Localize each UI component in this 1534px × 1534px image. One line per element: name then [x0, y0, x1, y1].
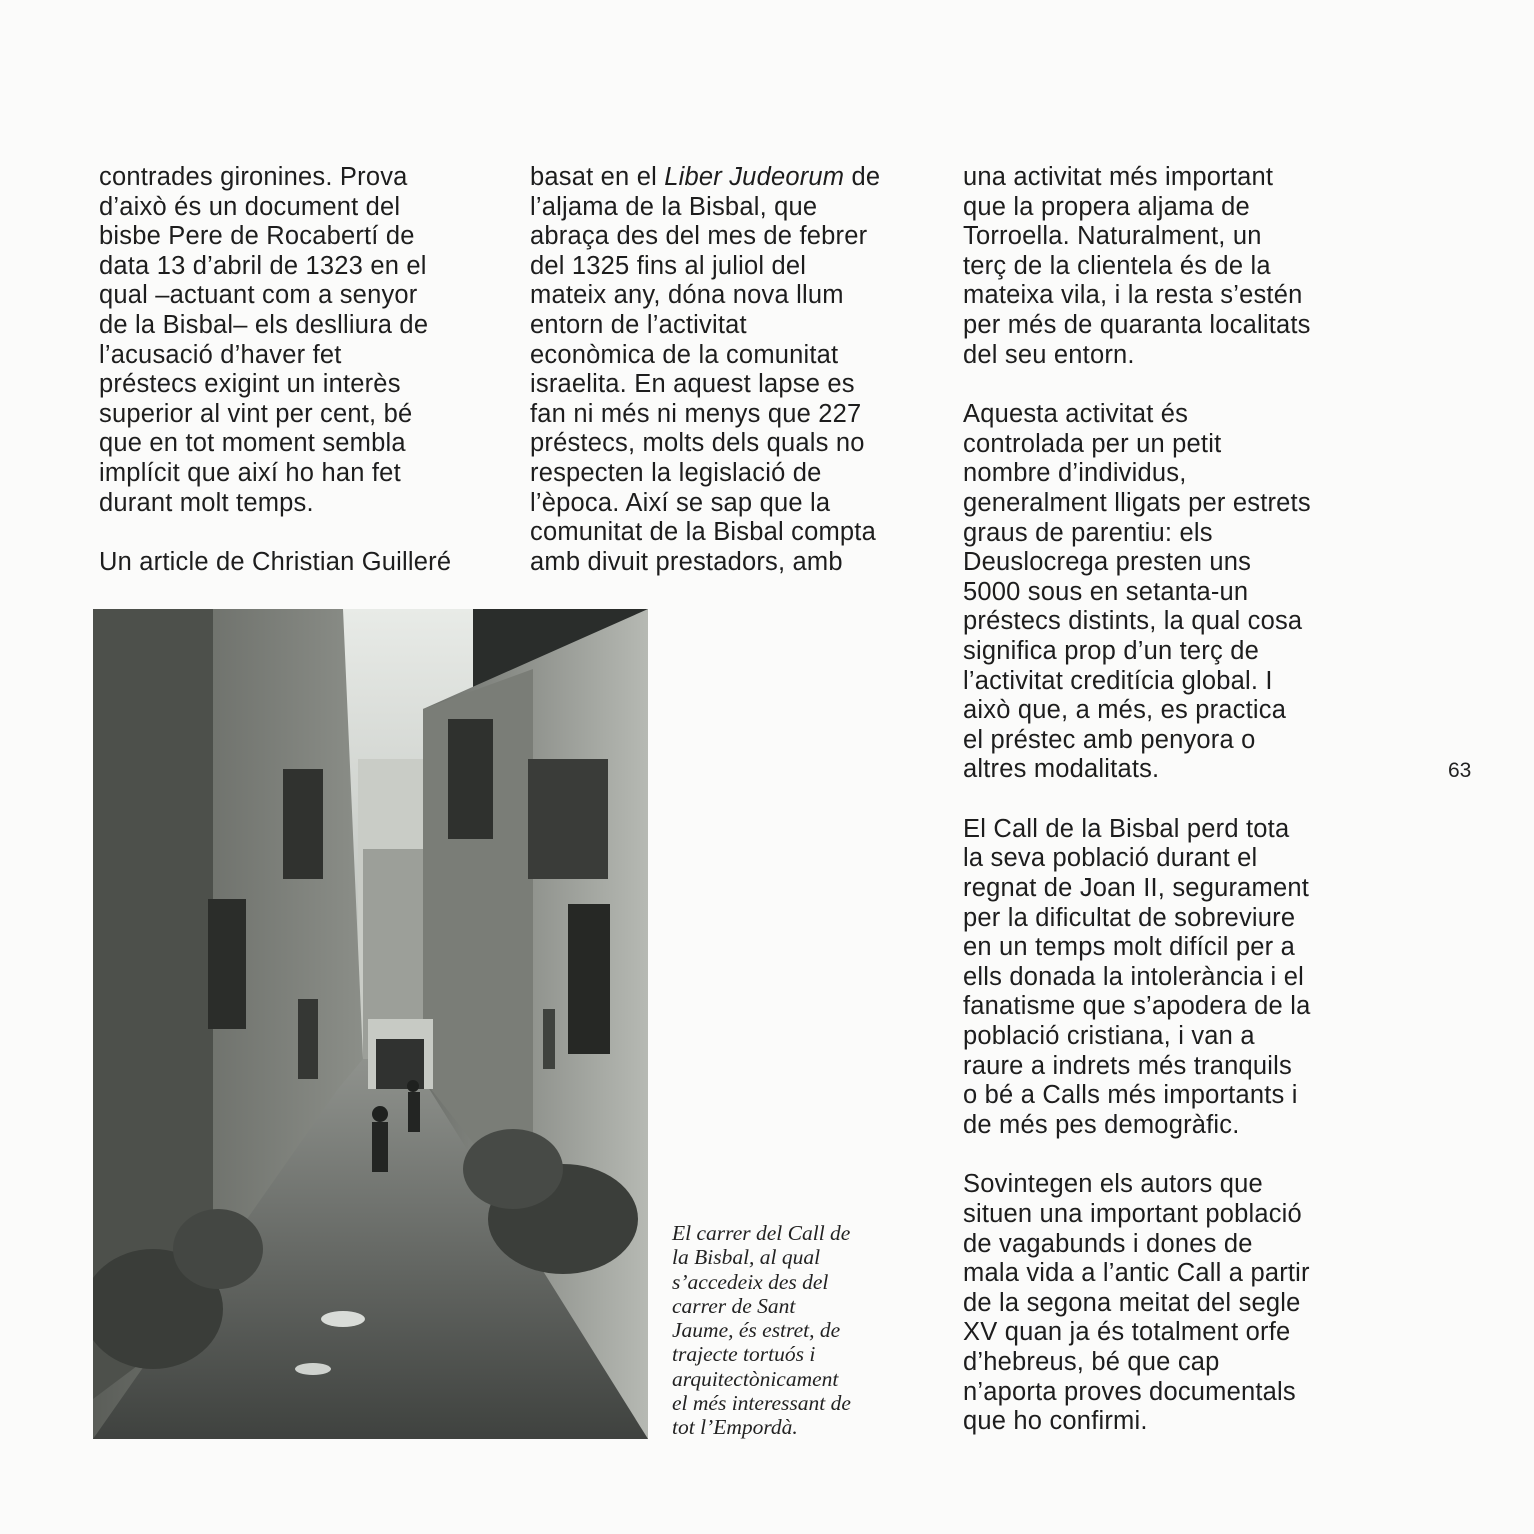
paragraph [963, 1170, 1383, 1436]
text-line: de més pes demogràfic. [963, 1110, 1240, 1139]
text-line: això que, a més, es practica [963, 696, 1287, 725]
text-line: que la propera aljama de [963, 192, 1250, 221]
text-line: fan ni més ni menys que 227 [530, 399, 862, 428]
text-line: comunitat de la Bisbal compta [530, 518, 876, 547]
text-line: de la segona meitat del segle [963, 1288, 1301, 1317]
text-line: o bé a Calls més importants i [963, 1081, 1298, 1110]
text-line: Jaume, és estret, de [672, 1318, 841, 1343]
text-line: Un article de Christian Guilleré [99, 548, 452, 577]
paragraph [963, 815, 1383, 1141]
text-line: generalment lligats per estrets [963, 488, 1311, 517]
text-line: carrer de Sant [672, 1293, 796, 1318]
text-line: implícit que així ho han fet [99, 458, 401, 487]
text-line: regnat de Joan II, segurament [963, 874, 1310, 903]
text-line: israelita. En aquest lapse es [530, 370, 855, 399]
text-line: significa prop d’un terç de [963, 636, 1259, 665]
paragraph [99, 163, 509, 518]
street-scene-image [93, 609, 648, 1439]
text-column-1 [99, 163, 509, 608]
text-line: Aquesta activitat és [963, 400, 1189, 429]
text-line: la Bisbal, al qual [672, 1245, 821, 1270]
text-line: altres modalitats. [963, 755, 1160, 784]
text-column-3 [963, 163, 1383, 1467]
text-line: nombre d’individus, [963, 459, 1187, 488]
text-line: préstecs exigint un interès [99, 370, 401, 399]
text-line: una activitat més important [963, 163, 1274, 191]
text-line: que en tot moment sembla [99, 429, 406, 458]
text-line: que ho confirmi. [963, 1407, 1148, 1436]
text-line: mateixa vila, i la resta s’estén [963, 281, 1303, 310]
text-line: en un temps molt difícil per a [963, 933, 1295, 962]
text-line: població cristiana, i van a [963, 1022, 1255, 1051]
text-line: trajecte tortuós i [672, 1342, 816, 1367]
text-line: arquitectònicament [672, 1366, 839, 1391]
text-line: de vagabunds i dones de [963, 1229, 1253, 1258]
text-line: 5000 sous en setanta-un [963, 577, 1249, 606]
text-line: controlada per un petit [963, 429, 1222, 458]
text-line: mateix any, dóna nova llum [530, 281, 844, 310]
paragraph [99, 548, 509, 578]
text-line: n’aporta proves documentals [963, 1377, 1296, 1406]
text-line: del 1325 fins al juliol del [530, 251, 807, 280]
text-line: la seva població durant el [963, 844, 1258, 873]
street-photograph [93, 609, 648, 1439]
text-line: s’accedeix des del [672, 1269, 829, 1294]
paragraph [963, 400, 1383, 785]
text-line: l’època. Així se sap que la [530, 488, 831, 517]
text-line: graus de parentiu: els [963, 518, 1213, 547]
text-line: respecten la legislació de [530, 458, 822, 487]
text-line: el préstec amb penyora o [963, 725, 1256, 754]
text-line: data 13 d’abril de 1323 en el [99, 251, 427, 280]
text-line: fanatisme que s’apodera de la [963, 992, 1311, 1021]
book-title: Liber Judeorum [664, 163, 845, 191]
text-line: situen una important població [963, 1200, 1302, 1228]
paragraph [963, 163, 1383, 370]
text-line: d’això és un document del [99, 192, 401, 221]
text-line: raure a indrets més tranquils [963, 1051, 1292, 1080]
text-line: mala vida a l’antic Call a partir [963, 1259, 1310, 1288]
text-line: de la Bisbal– els deslliura de [99, 310, 429, 339]
text-line: ells donada la intolerància i el [963, 962, 1304, 991]
text-line: per la dificultat de sobreviure [963, 903, 1296, 932]
paragraph [530, 163, 940, 577]
text-line: Deuslocrega presten uns [963, 548, 1252, 577]
text-line: superior al vint per cent, bé [99, 399, 413, 428]
text-line: tot l’Empordà. [672, 1415, 798, 1440]
text-line: del seu entorn. [963, 340, 1135, 369]
text-line: per més de quaranta localitats [963, 310, 1311, 339]
text-column-2 [530, 163, 940, 607]
text-line: bisbe Pere de Rocabertí de [99, 222, 415, 251]
text-line: préstecs distints, la qual cosa [963, 607, 1303, 636]
text-line: abraça des del mes de febrer [530, 222, 868, 251]
text-line: Sovintegen els autors que [963, 1170, 1263, 1199]
text-line: amb divuit prestadors, amb [530, 547, 843, 576]
text-line: el més interessant de [672, 1391, 851, 1416]
text-line: préstecs, molts dels quals no [530, 429, 865, 458]
text-line: XV quan ja és totalment orfe [963, 1318, 1291, 1347]
text-line: qual –actuant com a senyor [99, 281, 418, 310]
text-line: l’activitat creditícia global. I [963, 666, 1273, 695]
text-line: Torroella. Naturalment, un [963, 222, 1262, 251]
page-number: 63 [1448, 759, 1472, 782]
text-line: contrades gironines. Prova [99, 163, 408, 191]
text-line: El Call de la Bisbal perd tota [963, 814, 1290, 843]
text-line: l’aljama de la Bisbal, que [530, 192, 818, 221]
text-line: basat en el Liber Judeorum de [530, 163, 881, 191]
text-line: entorn de l’activitat [530, 310, 747, 339]
text-line: durant molt temps. [99, 488, 314, 517]
text-line: l’acusació d’haver fet [99, 340, 342, 369]
text-line: terç de la clientela és de la [963, 251, 1271, 280]
photo-caption [672, 1221, 932, 1440]
text-line: El carrer del Call de [672, 1221, 851, 1245]
text-line: d’hebreus, bé que cap [963, 1347, 1220, 1376]
text-line: econòmica de la comunitat [530, 340, 839, 369]
